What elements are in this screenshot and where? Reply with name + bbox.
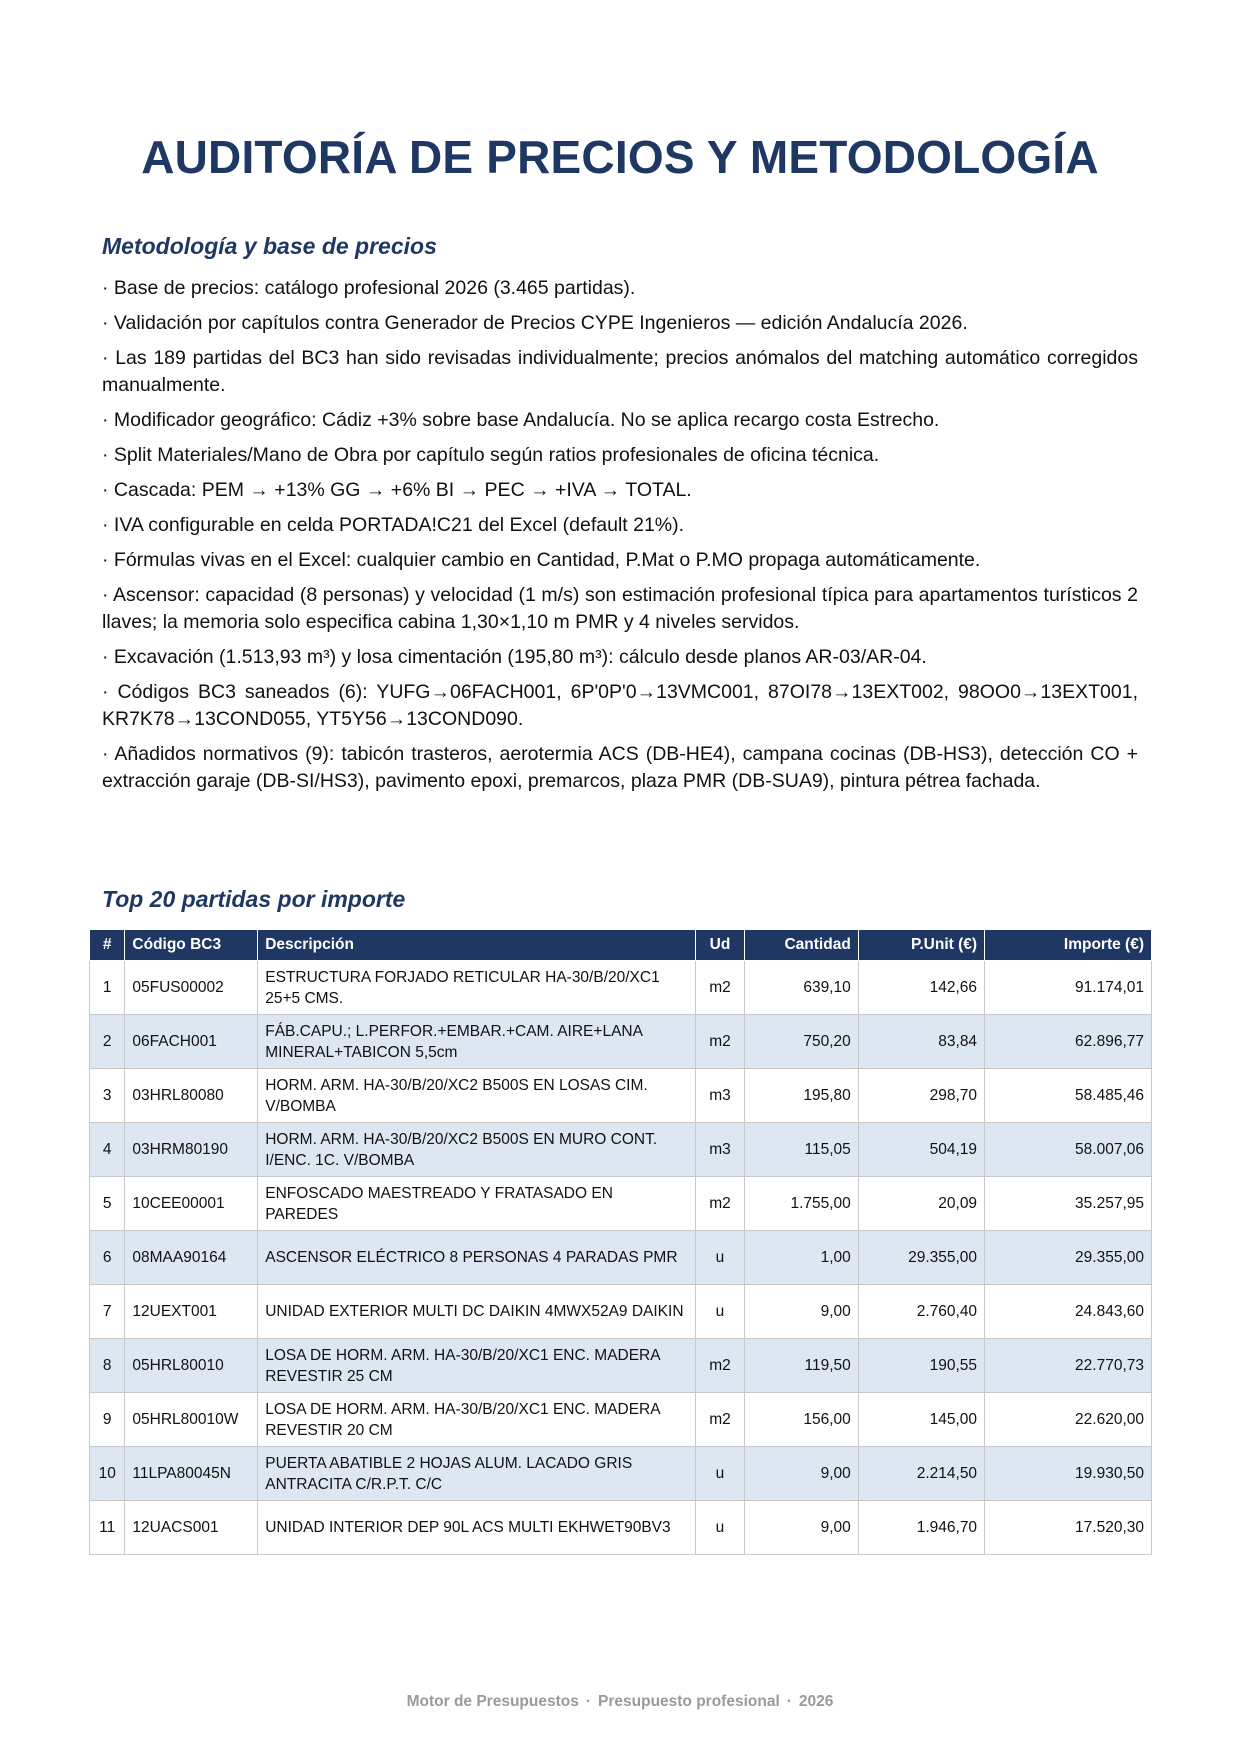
cell-bc3-code: 05HRL80010W — [125, 1393, 258, 1447]
table-row — [90, 961, 1152, 1015]
cell-quantity: 750,20 — [744, 1015, 858, 1069]
methodology-list — [102, 275, 1138, 803]
cell-bc3-code: 10CEE00001 — [125, 1177, 258, 1231]
column-header-unit-price: P.Unit (€) — [858, 930, 984, 961]
cell-unit-price: 83,84 — [858, 1015, 984, 1069]
methodology-item: · Añadidos normativos (9): tabicón trasteros, aerotermia ACS (DB-HE4), campana cocinas (DB-HS3), detección CO + extracción garaje (DB-SI/HS3), pavimento epoxi, premarcos, plaza PMR (DB-SUA9), pintura pétrea fachada. — [102, 743, 1138, 792]
methodology-item: · Modificador geográfico: Cádiz +3% sobre base Andalucía. No se aplica recargo costa Estrecho. — [102, 409, 940, 431]
cell-quantity: 1.755,00 — [744, 1177, 858, 1231]
cell-row-number: 2 — [90, 1015, 125, 1069]
methodology-item: · IVA configurable en celda PORTADA!C21 del Excel (default 21%). — [102, 514, 685, 536]
cell-amount: 62.896,77 — [985, 1015, 1152, 1069]
cell-unit: m3 — [696, 1123, 744, 1177]
cell-bc3-code: 12UACS001 — [125, 1501, 258, 1555]
table-body — [90, 961, 1152, 1555]
cell-amount: 35.257,95 — [985, 1177, 1152, 1231]
footer-app-name: Motor de Presupuestos — [406, 1693, 579, 1710]
cell-unit: u — [696, 1231, 744, 1285]
cell-row-number: 1 — [90, 961, 125, 1015]
cell-amount: 22.770,73 — [985, 1339, 1152, 1393]
cell-bc3-code: 05FUS00002 — [125, 961, 258, 1015]
cell-unit-price: 142,66 — [858, 961, 984, 1015]
cell-description: FÁB.CAPU.; L.PERFOR.+EMBAR.+CAM. AIRE+LANA MINERAL+TABICON 5,5cm — [258, 1015, 696, 1069]
table-row — [90, 1177, 1152, 1231]
cell-row-number: 4 — [90, 1123, 125, 1177]
cell-unit: m2 — [696, 1177, 744, 1231]
column-header-number: # — [90, 930, 125, 961]
cell-bc3-code: 03HRM80190 — [125, 1123, 258, 1177]
footer-separator: · — [786, 1693, 792, 1710]
cell-description: ENFOSCADO MAESTREADO Y FRATASADO EN PAREDES — [258, 1177, 696, 1231]
table-row — [90, 1123, 1152, 1177]
cell-bc3-code: 08MAA90164 — [125, 1231, 258, 1285]
cell-row-number: 8 — [90, 1339, 125, 1393]
cell-amount: 29.355,00 — [985, 1231, 1152, 1285]
cell-quantity: 156,00 — [744, 1393, 858, 1447]
cell-quantity: 9,00 — [744, 1285, 858, 1339]
table-header-row — [90, 930, 1152, 961]
cell-unit: u — [696, 1285, 744, 1339]
cell-amount: 58.485,46 — [985, 1069, 1152, 1123]
cell-description: LOSA DE HORM. ARM. HA-30/B/20/XC1 ENC. MADERA REVESTIR 20 CM — [258, 1393, 696, 1447]
methodology-item: · Códigos BC3 saneados (6): YUFG→06FACH001, 6P'0P'0→13VMC001, 87OI78→13EXT002, 98OO0→13EXT001, KR7K78→13COND055, YT5Y56→13COND090. — [102, 681, 1138, 730]
cell-unit-price: 29.355,00 — [858, 1231, 984, 1285]
table-row — [90, 1015, 1152, 1069]
page-footer — [0, 1693, 1240, 1711]
column-header-unit: Ud — [696, 930, 744, 961]
cell-amount: 17.520,30 — [985, 1501, 1152, 1555]
cell-description: ASCENSOR ELÉCTRICO 8 PERSONAS 4 PARADAS PMR — [258, 1231, 696, 1285]
cell-bc3-code: 05HRL80010 — [125, 1339, 258, 1393]
cell-amount: 91.174,01 — [985, 961, 1152, 1015]
column-header-quantity: Cantidad — [744, 930, 858, 961]
table-row — [90, 1285, 1152, 1339]
cell-description: ESTRUCTURA FORJADO RETICULAR HA-30/B/20/XC1 25+5 CMS. — [258, 961, 696, 1015]
cell-unit-price: 145,00 — [858, 1393, 984, 1447]
cell-row-number: 5 — [90, 1177, 125, 1231]
methodology-item: · Base de precios: catálogo profesional 2026 (3.465 partidas). — [102, 277, 636, 299]
cell-unit-price: 2.760,40 — [858, 1285, 984, 1339]
cell-row-number: 3 — [90, 1069, 125, 1123]
cell-unit-price: 504,19 — [858, 1123, 984, 1177]
cell-row-number: 6 — [90, 1231, 125, 1285]
cell-unit-price: 2.214,50 — [858, 1447, 984, 1501]
cell-unit: m3 — [696, 1069, 744, 1123]
cell-quantity: 639,10 — [744, 961, 858, 1015]
cell-unit: m2 — [696, 961, 744, 1015]
page-title: AUDITORÍA DE PRECIOS Y METODOLOGÍA — [141, 131, 1099, 183]
methodology-item: · Validación por capítulos contra Generador de Precios CYPE Ingenieros — edición Andalucía 2026. — [102, 312, 968, 334]
cell-bc3-code: 12UEXT001 — [125, 1285, 258, 1339]
column-header-description: Descripción — [258, 930, 696, 961]
methodology-heading: Metodología y base de precios — [102, 233, 437, 259]
table-row — [90, 1501, 1152, 1555]
cell-bc3-code: 06FACH001 — [125, 1015, 258, 1069]
top-table-heading: Top 20 partidas por importe — [102, 886, 406, 912]
cell-quantity: 1,00 — [744, 1231, 858, 1285]
table-row — [90, 1231, 1152, 1285]
table-row — [90, 1447, 1152, 1501]
cell-row-number: 11 — [90, 1501, 125, 1555]
footer-year: 2026 — [798, 1693, 834, 1710]
cell-quantity: 9,00 — [744, 1447, 858, 1501]
cell-amount: 19.930,50 — [985, 1447, 1152, 1501]
column-header-code: Código BC3 — [125, 930, 258, 961]
cell-description: LOSA DE HORM. ARM. HA-30/B/20/XC1 ENC. MADERA REVESTIR 25 CM — [258, 1339, 696, 1393]
cell-description: PUERTA ABATIBLE 2 HOJAS ALUM. LACADO GRIS ANTRACITA C/R.P.T. C/C — [258, 1447, 696, 1501]
cell-quantity: 195,80 — [744, 1069, 858, 1123]
top-partidas-table — [89, 929, 1152, 1555]
methodology-item: · Las 189 partidas del BC3 han sido revisadas individualmente; precios anómalos del matching automático corregidos manualmente. — [102, 347, 1138, 396]
table-row — [90, 1393, 1152, 1447]
cell-description: HORM. ARM. HA-30/B/20/XC2 B500S EN MURO CONT. I/ENC. 1C. V/BOMBA — [258, 1123, 696, 1177]
methodology-item: · Ascensor: capacidad (8 personas) y velocidad (1 m/s) son estimación profesional típica para apartamentos turísticos 2 llaves; la memoria solo especifica cabina 1,30×1,10 m PMR y 4 niveles servidos. — [102, 584, 1138, 633]
cell-row-number: 10 — [90, 1447, 125, 1501]
cell-unit: m2 — [696, 1393, 744, 1447]
cell-description: UNIDAD INTERIOR DEP 90L ACS MULTI EKHWET90BV3 — [258, 1501, 696, 1555]
methodology-item: · Split Materiales/Mano de Obra por capítulo según ratios profesionales de oficina técnica. — [102, 444, 880, 466]
cell-unit: u — [696, 1447, 744, 1501]
methodology-item: · Excavación (1.513,93 m³) y losa cimentación (195,80 m³): cálculo desde planos AR-03/AR-04. — [102, 646, 927, 668]
cell-row-number: 7 — [90, 1285, 125, 1339]
cell-unit-price: 298,70 — [858, 1069, 984, 1123]
cell-amount: 58.007,06 — [985, 1123, 1152, 1177]
methodology-item: · Cascada: PEM → +13% GG → +6% BI → PEC → +IVA → TOTAL. — [102, 479, 692, 501]
cell-description: UNIDAD EXTERIOR MULTI DC DAIKIN 4MWX52A9 DAIKIN — [258, 1285, 696, 1339]
cell-unit: m2 — [696, 1339, 744, 1393]
cell-bc3-code: 03HRL80080 — [125, 1069, 258, 1123]
cell-unit: u — [696, 1501, 744, 1555]
column-header-amount: Importe (€) — [985, 930, 1152, 961]
cell-unit-price: 190,55 — [858, 1339, 984, 1393]
cell-amount: 24.843,60 — [985, 1285, 1152, 1339]
cell-quantity: 115,05 — [744, 1123, 858, 1177]
footer-doc-type: Presupuesto profesional — [598, 1693, 780, 1710]
cell-unit: m2 — [696, 1015, 744, 1069]
cell-amount: 22.620,00 — [985, 1393, 1152, 1447]
cell-unit-price: 20,09 — [858, 1177, 984, 1231]
footer-separator: · — [585, 1693, 592, 1710]
cell-quantity: 9,00 — [744, 1501, 858, 1555]
cell-unit-price: 1.946,70 — [858, 1501, 984, 1555]
methodology-item: · Fórmulas vivas en el Excel: cualquier cambio en Cantidad, P.Mat o P.MO propaga automáticamente. — [102, 549, 981, 571]
table-row — [90, 1339, 1152, 1393]
cell-row-number: 9 — [90, 1393, 125, 1447]
cell-description: HORM. ARM. HA-30/B/20/XC2 B500S EN LOSAS CIM. V/BOMBA — [258, 1069, 696, 1123]
table-row — [90, 1069, 1152, 1123]
cell-bc3-code: 11LPA80045N — [125, 1447, 258, 1501]
cell-quantity: 119,50 — [744, 1339, 858, 1393]
